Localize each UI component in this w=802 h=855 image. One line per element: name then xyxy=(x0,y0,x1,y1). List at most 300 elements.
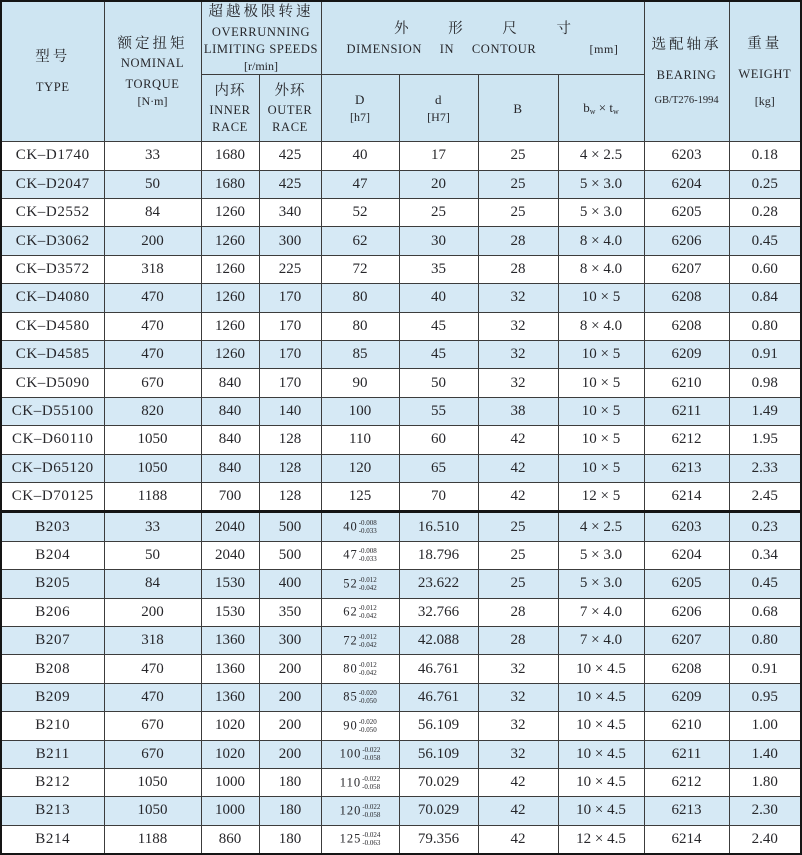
tolerance-stack: -0.012 -0.042 xyxy=(358,660,377,678)
cell-weight: 0.80 xyxy=(729,312,801,340)
cell-dim-bw-tw: 5 × 3.0 xyxy=(558,541,644,569)
cell-inner-race-speed: 1020 xyxy=(201,740,259,768)
bearing-header-zh: 选配轴承 xyxy=(651,36,722,53)
cell-nominal-torque: 200 xyxy=(104,227,201,255)
cell-dim-B: 32 xyxy=(478,312,558,340)
cell-dim-d: 79.356 xyxy=(399,825,478,854)
cell-nominal-torque: 670 xyxy=(104,740,201,768)
cell-dim-B: 42 xyxy=(478,482,558,511)
cell-dim-bw-tw: 5 × 3.0 xyxy=(558,570,644,598)
cell-bearing: 6212 xyxy=(644,426,729,454)
cell-dim-B: 42 xyxy=(478,797,558,825)
cell-dim-d: 46.761 xyxy=(399,655,478,683)
cell-bearing: 6211 xyxy=(644,397,729,425)
cell-dim-D: 120 -0.022 -0.058 xyxy=(321,797,399,825)
speeds-header-en1: OVERRUNNING xyxy=(211,24,311,39)
cell-bearing: 6209 xyxy=(644,683,729,711)
col-header-dimension xyxy=(321,1,644,75)
torque-header-unit: [N·m] xyxy=(137,94,168,108)
cell-nominal-torque: 1188 xyxy=(104,825,201,854)
cell-nominal-torque: 670 xyxy=(104,712,201,740)
cell-dim-D: 85 -0.020 -0.050 xyxy=(321,683,399,711)
cell-weight: 0.28 xyxy=(729,199,801,227)
cell-outer-race-speed: 350 xyxy=(259,598,321,626)
cell-dim-d: 45 xyxy=(399,341,478,369)
cell-nominal-torque: 1050 xyxy=(104,454,201,482)
cell-inner-race-speed: 1260 xyxy=(201,227,259,255)
table-row xyxy=(1,255,801,283)
cell-outer-race-speed: 170 xyxy=(259,284,321,312)
cell-nominal-torque: 33 xyxy=(104,512,201,541)
cell-bearing: 6204 xyxy=(644,170,729,198)
cell-type: CK–D70125 xyxy=(1,482,104,511)
cell-dim-bw-tw: 10 × 5 xyxy=(558,284,644,312)
cell-outer-race-speed: 128 xyxy=(259,454,321,482)
cell-nominal-torque: 1050 xyxy=(104,797,201,825)
cell-type: B212 xyxy=(1,768,104,796)
cell-dim-B: 32 xyxy=(478,712,558,740)
cell-nominal-torque: 670 xyxy=(104,369,201,397)
cell-bearing: 6204 xyxy=(644,541,729,569)
cell-bearing: 6203 xyxy=(644,512,729,541)
cell-weight: 1.49 xyxy=(729,397,801,425)
tolerance-stack: -0.024 -0.063 xyxy=(362,831,381,848)
cell-dim-D: 52 -0.012 -0.042 xyxy=(321,570,399,598)
cell-dim-D: 72 -0.012 -0.042 xyxy=(321,626,399,654)
cell-dim-B: 42 xyxy=(478,825,558,854)
cell-bearing: 6208 xyxy=(644,655,729,683)
cell-bearing: 6209 xyxy=(644,341,729,369)
cell-nominal-torque: 470 xyxy=(104,341,201,369)
cell-weight: 2.45 xyxy=(729,482,801,511)
tolerance-stack: -0.022 -0.058 xyxy=(362,774,381,791)
speeds-header-zh: 超越极限转速 xyxy=(208,4,314,20)
table-row xyxy=(1,768,801,796)
cell-dim-d: 23.622 xyxy=(399,570,478,598)
table-body xyxy=(1,142,801,854)
speeds-header-unit: [r/min] xyxy=(244,58,278,73)
dimension-header-en: DIMENSION IN CONTOUR [mm] xyxy=(346,41,619,56)
cell-bearing: 6214 xyxy=(644,825,729,854)
table-row xyxy=(1,341,801,369)
cell-inner-race-speed: 1000 xyxy=(201,797,259,825)
cell-dim-bw-tw: 10 × 5 xyxy=(558,397,644,425)
tolerance-stack: -0.022 -0.058 xyxy=(362,802,381,819)
cell-inner-race-speed: 1020 xyxy=(201,712,259,740)
cell-outer-race-speed: 140 xyxy=(259,397,321,425)
cell-type: CK–D2552 xyxy=(1,199,104,227)
cell-inner-race-speed: 1680 xyxy=(201,142,259,170)
cell-nominal-torque: 84 xyxy=(104,570,201,598)
cell-dim-bw-tw: 10 × 5 xyxy=(558,369,644,397)
cell-type: CK–D3062 xyxy=(1,227,104,255)
cell-dim-d: 56.109 xyxy=(399,712,478,740)
cell-inner-race-speed: 2040 xyxy=(201,512,259,541)
cell-bearing: 6210 xyxy=(644,369,729,397)
cell-bearing: 6203 xyxy=(644,142,729,170)
tolerance-stack: -0.020 -0.050 xyxy=(358,689,377,706)
torque-header-en2: TORQUE xyxy=(125,77,180,92)
table-row xyxy=(1,570,801,598)
cell-dim-B: 32 xyxy=(478,655,558,683)
table-row xyxy=(1,655,801,683)
cell-weight: 0.80 xyxy=(729,626,801,654)
cell-type: CK–D65120 xyxy=(1,454,104,482)
cell-outer-race-speed: 180 xyxy=(259,797,321,825)
cell-dim-d: 70 xyxy=(399,482,478,511)
cell-bearing: 6214 xyxy=(644,482,729,511)
col-header-outer-race xyxy=(259,75,321,142)
col-header-weight xyxy=(729,1,801,142)
cell-dim-D: 110 -0.022 -0.058 xyxy=(321,768,399,796)
cell-dim-D: 110 xyxy=(321,426,399,454)
table-row xyxy=(1,683,801,711)
cell-dim-D: 72 xyxy=(321,255,399,283)
col-header-inner-race xyxy=(201,75,259,142)
cell-dim-D: 125 xyxy=(321,482,399,511)
cell-dim-d: 25 xyxy=(399,199,478,227)
bw-tw-label: $b_w \times t_w$ xyxy=(583,100,619,117)
cell-dim-d: 46.761 xyxy=(399,683,478,711)
cell-bearing: 6205 xyxy=(644,570,729,598)
dimension-header-zh: 外 形 尺 寸 xyxy=(394,20,589,37)
table-row xyxy=(1,740,801,768)
cell-dim-bw-tw: 7 × 4.0 xyxy=(558,626,644,654)
cell-outer-race-speed: 200 xyxy=(259,712,321,740)
cell-inner-race-speed: 1360 xyxy=(201,626,259,654)
cell-dim-d: 50 xyxy=(399,369,478,397)
dim-B-letter: B xyxy=(513,100,523,116)
table-row xyxy=(1,227,801,255)
cell-inner-race-speed: 1260 xyxy=(201,255,259,283)
cell-dim-bw-tw: 10 × 4.5 xyxy=(558,655,644,683)
col-header-B xyxy=(478,75,558,142)
cell-type: B203 xyxy=(1,512,104,541)
dim-d-tolerance: [H7] xyxy=(427,109,450,124)
cell-outer-race-speed: 425 xyxy=(259,170,321,198)
cell-bearing: 6208 xyxy=(644,284,729,312)
cell-weight: 1.00 xyxy=(729,712,801,740)
table-row xyxy=(1,454,801,482)
cell-dim-bw-tw: 10 × 5 xyxy=(558,454,644,482)
cell-dim-B: 25 xyxy=(478,199,558,227)
cell-nominal-torque: 470 xyxy=(104,655,201,683)
table-row xyxy=(1,712,801,740)
table-header xyxy=(1,1,801,142)
cell-dim-B: 25 xyxy=(478,512,558,541)
cell-outer-race-speed: 128 xyxy=(259,426,321,454)
cell-dim-D: 62 xyxy=(321,227,399,255)
cell-weight: 2.30 xyxy=(729,797,801,825)
table-row xyxy=(1,199,801,227)
inner-race-zh: 内环 xyxy=(214,82,246,99)
cell-dim-bw-tw: 10 × 4.5 xyxy=(558,768,644,796)
cell-bearing: 6213 xyxy=(644,454,729,482)
cell-dim-D: 80 xyxy=(321,312,399,340)
cell-dim-bw-tw: 8 × 4.0 xyxy=(558,255,644,283)
table-row xyxy=(1,482,801,511)
cell-dim-bw-tw: 12 × 5 xyxy=(558,482,644,511)
cell-dim-D: 100 -0.022 -0.058 xyxy=(321,740,399,768)
cell-dim-d: 40 xyxy=(399,284,478,312)
torque-header-zh: 额定扭矩 xyxy=(117,35,188,52)
cell-dim-bw-tw: 8 × 4.0 xyxy=(558,227,644,255)
cell-dim-B: 32 xyxy=(478,683,558,711)
cell-dim-bw-tw: 10 × 4.5 xyxy=(558,797,644,825)
cell-dim-d: 32.766 xyxy=(399,598,478,626)
table-row xyxy=(1,369,801,397)
cell-nominal-torque: 820 xyxy=(104,397,201,425)
cell-type: B210 xyxy=(1,712,104,740)
cell-bearing: 6213 xyxy=(644,797,729,825)
outer-race-en1: OUTER xyxy=(267,103,313,118)
cell-type: B211 xyxy=(1,740,104,768)
cell-outer-race-speed: 500 xyxy=(259,541,321,569)
cell-weight: 0.84 xyxy=(729,284,801,312)
cell-weight: 0.68 xyxy=(729,598,801,626)
cell-weight: 0.91 xyxy=(729,341,801,369)
cell-outer-race-speed: 180 xyxy=(259,825,321,854)
type-header-en: TYPE xyxy=(35,80,70,95)
weight-header-unit: [kg] xyxy=(754,93,775,108)
cell-outer-race-speed: 500 xyxy=(259,512,321,541)
cell-dim-D: 40 xyxy=(321,142,399,170)
cell-dim-bw-tw: 10 × 5 xyxy=(558,341,644,369)
cell-weight: 0.60 xyxy=(729,255,801,283)
cell-inner-race-speed: 1260 xyxy=(201,199,259,227)
cell-nominal-torque: 318 xyxy=(104,255,201,283)
dim-D-tolerance: [h7] xyxy=(350,109,370,124)
cell-dim-d: 60 xyxy=(399,426,478,454)
cell-dim-B: 28 xyxy=(478,255,558,283)
cell-dim-D: 62 -0.012 -0.042 xyxy=(321,598,399,626)
cell-dim-B: 32 xyxy=(478,341,558,369)
cell-type: B207 xyxy=(1,626,104,654)
cell-bearing: 6206 xyxy=(644,598,729,626)
table-row xyxy=(1,426,801,454)
table-row xyxy=(1,797,801,825)
cell-dim-d: 30 xyxy=(399,227,478,255)
cell-weight: 0.45 xyxy=(729,227,801,255)
cell-dim-B: 42 xyxy=(478,768,558,796)
col-header-bw-tw xyxy=(558,75,644,142)
cell-outer-race-speed: 170 xyxy=(259,312,321,340)
cell-inner-race-speed: 840 xyxy=(201,369,259,397)
cell-dim-bw-tw: 10 × 5 xyxy=(558,426,644,454)
col-header-nominal-torque xyxy=(104,1,201,142)
outer-race-en2: RACE xyxy=(272,120,308,135)
table-row xyxy=(1,541,801,569)
inner-race-en2: RACE xyxy=(212,120,248,135)
cell-inner-race-speed: 860 xyxy=(201,825,259,854)
cell-inner-race-speed: 1530 xyxy=(201,598,259,626)
cell-dim-D: 90 -0.020 -0.050 xyxy=(321,712,399,740)
cell-outer-race-speed: 200 xyxy=(259,740,321,768)
col-header-bearing xyxy=(644,1,729,142)
table-row xyxy=(1,626,801,654)
cell-dim-D: 120 xyxy=(321,454,399,482)
cell-weight: 1.80 xyxy=(729,768,801,796)
cell-dim-d: 70.029 xyxy=(399,768,478,796)
tolerance-stack: -0.020 -0.050 xyxy=(358,717,377,734)
tolerance-stack: -0.012 -0.042 xyxy=(358,575,377,592)
cell-dim-D: 47 -0.008 -0.033 xyxy=(321,541,399,569)
col-header-d xyxy=(399,75,478,142)
cell-weight: 1.95 xyxy=(729,426,801,454)
cell-nominal-torque: 50 xyxy=(104,541,201,569)
cell-dim-d: 17 xyxy=(399,142,478,170)
table-row xyxy=(1,598,801,626)
cell-type: CK–D4580 xyxy=(1,312,104,340)
cell-nominal-torque: 84 xyxy=(104,199,201,227)
cell-dim-bw-tw: 12 × 4.5 xyxy=(558,825,644,854)
cell-weight: 0.91 xyxy=(729,655,801,683)
cell-dim-bw-tw: 10 × 4.5 xyxy=(558,740,644,768)
cell-bearing: 6211 xyxy=(644,740,729,768)
cell-inner-race-speed: 1360 xyxy=(201,683,259,711)
cell-inner-race-speed: 1260 xyxy=(201,284,259,312)
cell-weight: 0.18 xyxy=(729,142,801,170)
cell-type: CK–D1740 xyxy=(1,142,104,170)
cell-inner-race-speed: 840 xyxy=(201,426,259,454)
tolerance-stack: -0.012 -0.042 xyxy=(358,604,377,621)
tolerance-stack: -0.008 -0.033 xyxy=(358,519,377,536)
cell-outer-race-speed: 180 xyxy=(259,768,321,796)
cell-type: B213 xyxy=(1,797,104,825)
cell-dim-bw-tw: 10 × 4.5 xyxy=(558,683,644,711)
cell-dim-B: 25 xyxy=(478,142,558,170)
cell-dim-d: 18.796 xyxy=(399,541,478,569)
cell-inner-race-speed: 840 xyxy=(201,454,259,482)
cell-dim-D: 90 xyxy=(321,369,399,397)
cell-outer-race-speed: 200 xyxy=(259,655,321,683)
table-row xyxy=(1,284,801,312)
cell-dim-bw-tw: 4 × 2.5 xyxy=(558,142,644,170)
cell-dim-d: 42.088 xyxy=(399,626,478,654)
cell-weight: 0.95 xyxy=(729,683,801,711)
cell-type: CK–D55100 xyxy=(1,397,104,425)
cell-weight: 1.40 xyxy=(729,740,801,768)
cell-dim-d: 55 xyxy=(399,397,478,425)
cell-dim-d: 56.109 xyxy=(399,740,478,768)
inner-race-en1: INNER xyxy=(209,103,251,118)
cell-dim-d: 70.029 xyxy=(399,797,478,825)
cell-outer-race-speed: 170 xyxy=(259,341,321,369)
weight-header-en: WEIGHT xyxy=(738,66,792,81)
cell-dim-d: 16.510 xyxy=(399,512,478,541)
bearing-header-en: BEARING xyxy=(656,67,717,82)
cell-bearing: 6210 xyxy=(644,712,729,740)
cell-nominal-torque: 318 xyxy=(104,626,201,654)
cell-inner-race-speed: 1260 xyxy=(201,312,259,340)
cell-weight: 2.40 xyxy=(729,825,801,854)
cell-nominal-torque: 1188 xyxy=(104,482,201,511)
cell-type: B208 xyxy=(1,655,104,683)
cell-type: CK–D60110 xyxy=(1,426,104,454)
cell-dim-B: 42 xyxy=(478,454,558,482)
dim-D-letter: D xyxy=(355,92,365,108)
cell-outer-race-speed: 225 xyxy=(259,255,321,283)
weight-header-zh: 重量 xyxy=(747,35,783,52)
cell-dim-B: 32 xyxy=(478,740,558,768)
table-row xyxy=(1,312,801,340)
cell-outer-race-speed: 128 xyxy=(259,482,321,511)
cell-dim-bw-tw: 10 × 4.5 xyxy=(558,712,644,740)
cell-dim-B: 28 xyxy=(478,227,558,255)
cell-nominal-torque: 1050 xyxy=(104,426,201,454)
cell-dim-bw-tw: 5 × 3.0 xyxy=(558,170,644,198)
cell-dim-bw-tw: 5 × 3.0 xyxy=(558,199,644,227)
cell-dim-d: 45 xyxy=(399,312,478,340)
cell-dim-d: 20 xyxy=(399,170,478,198)
cell-weight: 0.34 xyxy=(729,541,801,569)
cell-outer-race-speed: 400 xyxy=(259,570,321,598)
cell-inner-race-speed: 1530 xyxy=(201,570,259,598)
cell-weight: 0.23 xyxy=(729,512,801,541)
type-header-zh: 型号 xyxy=(35,49,71,66)
cell-bearing: 6206 xyxy=(644,227,729,255)
cell-nominal-torque: 33 xyxy=(104,142,201,170)
cell-dim-bw-tw: 7 × 4.0 xyxy=(558,598,644,626)
speeds-header-en2: LIMITING SPEEDS xyxy=(203,41,319,56)
cell-dim-bw-tw: 8 × 4.0 xyxy=(558,312,644,340)
cell-weight: 0.25 xyxy=(729,170,801,198)
cell-outer-race-speed: 170 xyxy=(259,369,321,397)
cell-dim-B: 32 xyxy=(478,284,558,312)
cell-nominal-torque: 1050 xyxy=(104,768,201,796)
table-row xyxy=(1,397,801,425)
cell-dim-B: 25 xyxy=(478,570,558,598)
cell-type: CK–D2047 xyxy=(1,170,104,198)
cell-type: CK–D3572 xyxy=(1,255,104,283)
cell-dim-D: 52 xyxy=(321,199,399,227)
tolerance-stack: -0.012 -0.042 xyxy=(358,632,377,649)
cell-dim-d: 65 xyxy=(399,454,478,482)
table-row xyxy=(1,512,801,541)
cell-dim-D: 100 xyxy=(321,397,399,425)
tolerance-stack: -0.008 -0.033 xyxy=(358,547,377,564)
bearing-header-standard: GB/T276-1994 xyxy=(654,94,719,106)
cell-outer-race-speed: 425 xyxy=(259,142,321,170)
cell-dim-D: 85 xyxy=(321,341,399,369)
cell-dim-D: 47 xyxy=(321,170,399,198)
cell-bearing: 6205 xyxy=(644,199,729,227)
cell-weight: 2.33 xyxy=(729,454,801,482)
cell-outer-race-speed: 340 xyxy=(259,199,321,227)
cell-dim-B: 25 xyxy=(478,170,558,198)
cell-nominal-torque: 470 xyxy=(104,312,201,340)
cell-inner-race-speed: 1680 xyxy=(201,170,259,198)
table-row xyxy=(1,825,801,854)
cell-nominal-torque: 200 xyxy=(104,598,201,626)
cell-inner-race-speed: 700 xyxy=(201,482,259,511)
cell-outer-race-speed: 300 xyxy=(259,626,321,654)
cell-inner-race-speed: 840 xyxy=(201,397,259,425)
cell-inner-race-speed: 1360 xyxy=(201,655,259,683)
cell-bearing: 6208 xyxy=(644,312,729,340)
cell-type: CK–D5090 xyxy=(1,369,104,397)
cell-inner-race-speed: 1000 xyxy=(201,768,259,796)
outer-race-zh: 外环 xyxy=(274,82,306,99)
cell-dim-d: 35 xyxy=(399,255,478,283)
cell-nominal-torque: 50 xyxy=(104,170,201,198)
cell-type: CK–D4585 xyxy=(1,341,104,369)
torque-header-en1: NOMINAL xyxy=(120,56,185,71)
tolerance-stack: -0.022 -0.058 xyxy=(362,746,381,763)
cell-dim-D: 80 -0.012 -0.042 xyxy=(321,655,399,683)
cell-dim-B: 28 xyxy=(478,598,558,626)
cell-dim-D: 80 xyxy=(321,284,399,312)
